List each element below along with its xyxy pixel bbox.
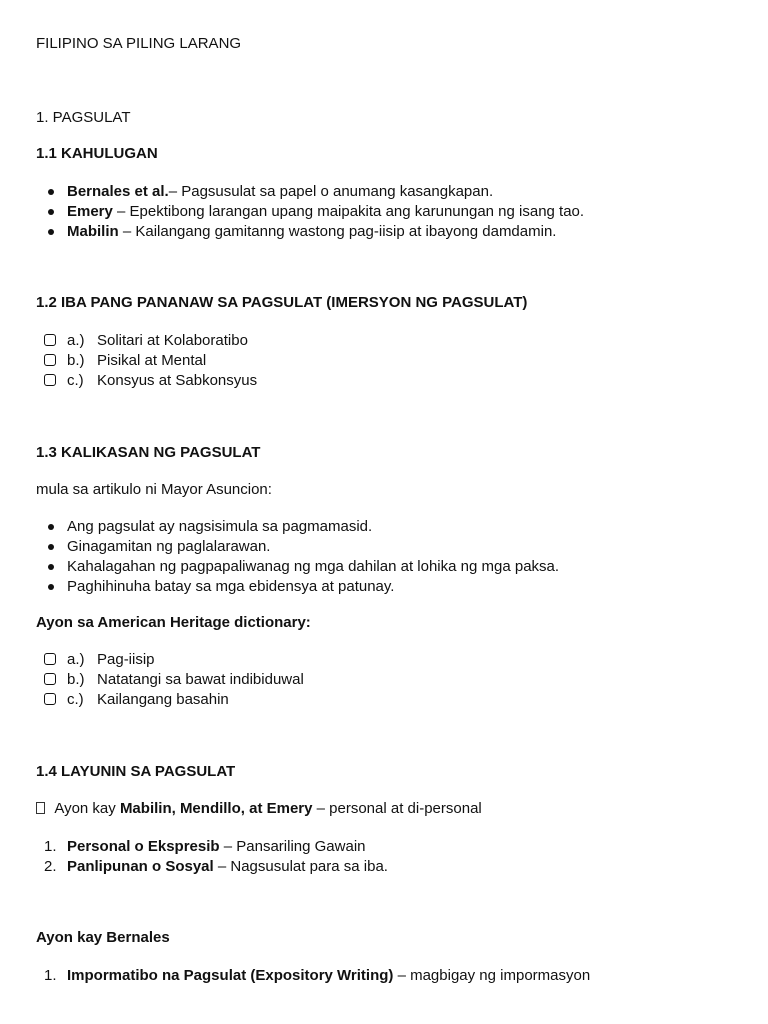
item-number: 1. (44, 967, 57, 984)
item-marker: c.) (67, 691, 84, 708)
ayon-authors: Mabilin, Mendillo, at Emery (119, 800, 313, 817)
item-term: Mabilin (67, 223, 119, 240)
intro-text: mula sa artikulo ni Mayor Asuncion: (36, 481, 272, 498)
document-title: FILIPINO SA PILING LARANG (36, 35, 242, 52)
item-text: Pag-iisip (97, 651, 155, 668)
item-text: – Kailangang gamitanng wastong pag-iisip at ibayong damdamin. (118, 223, 557, 240)
ayon-prefix: Ayon kay (51, 800, 120, 817)
bullet-icon (48, 209, 54, 215)
item-text: Solitari at Kolaboratibo (97, 332, 248, 349)
item-marker: c.) (67, 372, 84, 389)
bullet-icon (48, 524, 54, 530)
item-text: Kailangang basahin (97, 691, 229, 708)
item-text: – Epektibong larangan upang maipakita ang karunungan ng isang tao. (112, 203, 585, 220)
checkbox-icon[interactable] (44, 354, 56, 366)
bullet-icon (48, 584, 54, 590)
checkbox-icon[interactable] (44, 693, 56, 705)
item-text: Ginagamitan ng paglalarawan. (67, 538, 271, 555)
item-number: 2. (44, 858, 57, 875)
heading-ayon-kay-bernales: Ayon kay Bernales (36, 929, 170, 946)
item-marker: a.) (67, 651, 85, 668)
bullet-icon (48, 544, 54, 550)
item-number: 1. (44, 838, 57, 855)
heading-iba-pang-pananaw: 1.2 IBA PANG PANANAW SA PAGSULAT (IMERSYON NG PAGSULAT) (36, 294, 528, 311)
item-text: – Nagsusulat para sa iba. (213, 858, 388, 875)
checkbox-icon[interactable] (44, 334, 56, 346)
checkbox-icon[interactable] (44, 374, 56, 386)
item-marker: b.) (67, 671, 85, 688)
item-marker: b.) (67, 352, 85, 369)
checkbox-icon[interactable] (44, 673, 56, 685)
item-marker: a.) (67, 332, 85, 349)
section-heading-pagsulat: 1. PAGSULAT (36, 109, 131, 126)
heading-kahulugan: 1.1 KAHULUGAN (36, 145, 158, 162)
item-term: Panlipunan o Sosyal (67, 858, 214, 875)
missing-glyph-icon (36, 802, 45, 814)
ayon-suffix: – personal at di-personal (312, 800, 482, 817)
item-text: Kahalagahan ng pagpapaliwanag ng mga dahilan at lohika ng mga paksa. (67, 558, 560, 575)
item-text: Pisikal at Mental (97, 352, 207, 369)
bullet-icon (48, 229, 54, 235)
ayon-kay-line (36, 799, 482, 819)
bullet-icon (48, 189, 54, 195)
item-term: Impormatibo na Pagsulat (Expository Writing) (67, 967, 394, 984)
subheading-american-heritage: Ayon sa American Heritage dictionary: (36, 614, 311, 631)
item-text: Ang pagsulat ay nagsisimula sa pagmamasid. (67, 518, 373, 535)
item-text: Natatangi sa bawat indibiduwal (97, 671, 304, 688)
item-term: Emery (67, 203, 113, 220)
item-text: – Pagsusulat sa papel o anumang kasangkapan. (168, 183, 494, 200)
checkbox-icon[interactable] (44, 653, 56, 665)
item-text: Paghihinuha batay sa mga ebidensya at patunay. (67, 578, 395, 595)
heading-layunin: 1.4 LAYUNIN SA PAGSULAT (36, 763, 236, 780)
item-text: Konsyus at Sabkonsyus (97, 372, 258, 389)
item-term: Bernales et al. (67, 183, 169, 200)
item-text: – magbigay ng impormasyon (393, 967, 591, 984)
item-text: – Pansariling Gawain (219, 838, 366, 855)
heading-kalikasan: 1.3 KALIKASAN NG PAGSULAT (36, 444, 261, 461)
bullet-icon (48, 564, 54, 570)
item-term: Personal o Ekspresib (67, 838, 220, 855)
